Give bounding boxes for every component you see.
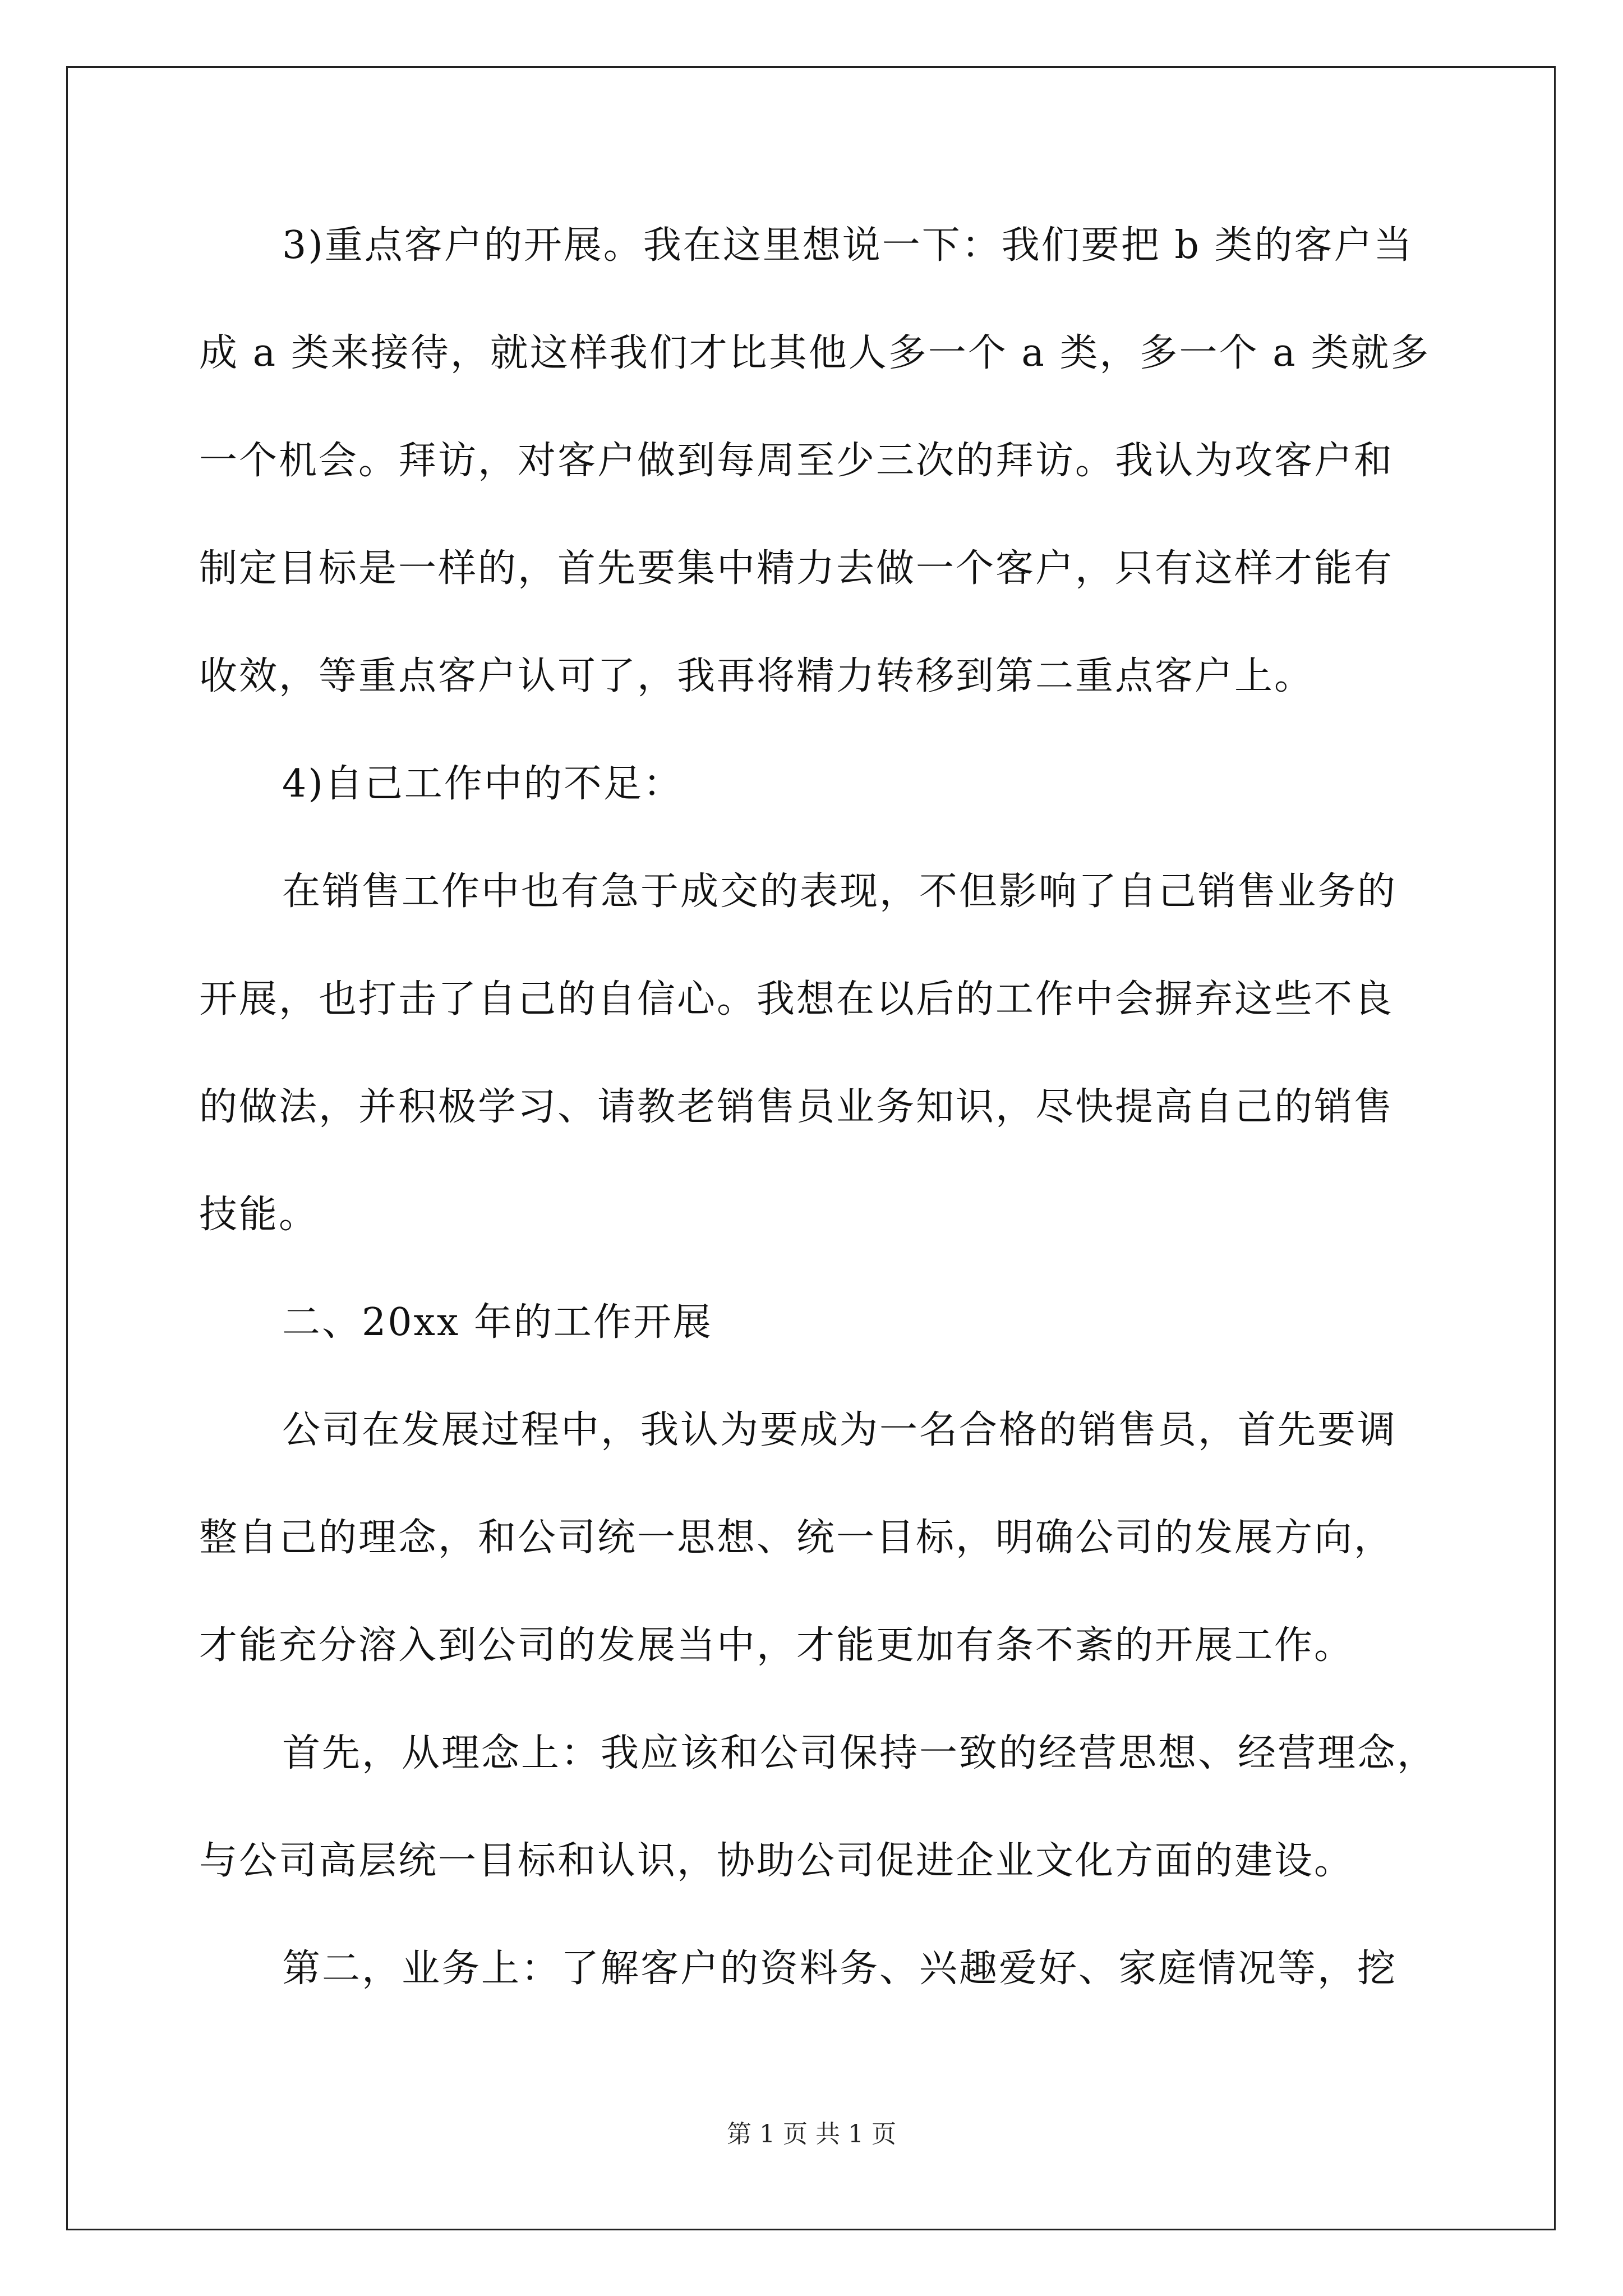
text-line: 制定目标是一样的，首先要集中精力去做一个客户，只有这样才能有 (199, 546, 1394, 591)
text-line: 收效，等重点客户认可了，我再将精力转移到第二重点客户上。 (199, 654, 1315, 698)
text-line: 整自己的理念，和公司统一思想、统一目标，明确公司的发展方向， (199, 1516, 1394, 1560)
page-number-footer: 第 1 页 共 1 页 (727, 2120, 896, 2148)
section-heading-line: 二、20xx 年的工作开展 (282, 1300, 713, 1345)
text-line: 一个机会。拜访，对客户做到每周至少三次的拜访。我认为攻客户和 (199, 439, 1394, 483)
text-line: 第二，业务上：了解客户的资料务、兴趣爱好、家庭情况等，挖 (282, 1947, 1398, 1991)
text-line: 3)重点客户的开展。我在这里想说一下：我们要把 b 类的客户当 (282, 223, 1414, 268)
text-line: 才能充分溶入到公司的发展当中，才能更加有条不紊的开展工作。 (199, 1623, 1354, 1668)
page-border (66, 66, 1556, 2230)
text-line: 的做法，并积极学习、请教老销售员业务知识，尽快提高自己的销售 (199, 1085, 1394, 1129)
text-line: 成 a 类来接待，就这样我们才比其他人多一个 a 类，多一个 a 类就多 (199, 331, 1431, 375)
text-line: 在销售工作中也有急于成交的表现，不但影响了自己销售业务的 (282, 869, 1398, 914)
subheading-line: 4)自己工作中的不足： (282, 762, 683, 806)
text-line: 与公司高层统一目标和认识，协助公司促进企业文化方面的建设。 (199, 1839, 1354, 1883)
text-line: 首先，从理念上：我应该和公司保持一致的经营思想、经营理念， (282, 1731, 1437, 1775)
text-line: 公司在发展过程中，我认为要成为一名合格的销售员，首先要调 (282, 1408, 1398, 1452)
text-line: 技能。 (199, 1193, 319, 1237)
text-line: 开展，也打击了自己的自信心。我想在以后的工作中会摒弃这些不良 (199, 977, 1394, 1022)
